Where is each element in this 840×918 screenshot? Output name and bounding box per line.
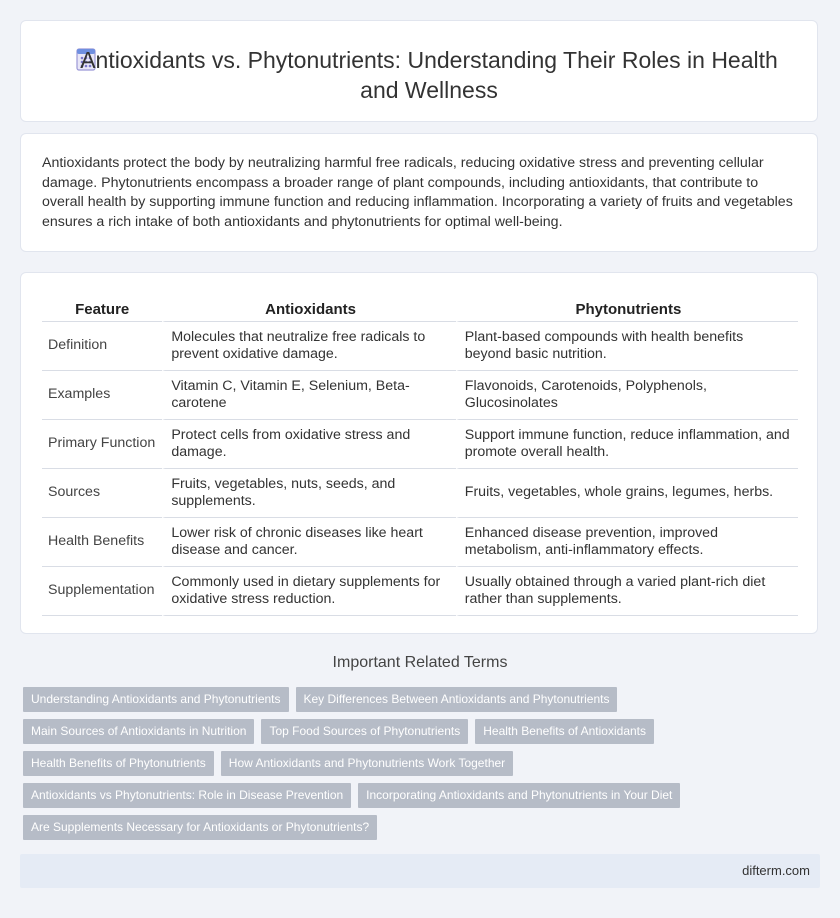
page-title: Antioxidants vs. Phytonutrients: Understanding Their Roles in Health and Wellness xyxy=(80,47,778,103)
row-feature: Health Benefits xyxy=(42,518,162,567)
related-term-link[interactable]: Key Differences Between Antioxidants and Phytonutrients xyxy=(296,687,618,712)
related-term-link[interactable]: Understanding Antioxidants and Phytonutrients xyxy=(23,687,289,712)
row-phytonutrients: Flavonoids, Carotenoids, Polyphenols, Glucosinolates xyxy=(456,371,798,420)
related-term-link[interactable]: How Antioxidants and Phytonutrients Work Together xyxy=(221,751,513,776)
row-feature: Definition xyxy=(42,322,162,371)
comparison-table-card xyxy=(20,272,818,634)
related-term-link[interactable]: Health Benefits of Phytonutrients xyxy=(23,751,214,776)
row-phytonutrients: Support immune function, reduce inflammation, and promote overall health. xyxy=(456,420,798,469)
related-term-link[interactable]: Main Sources of Antioxidants in Nutrition xyxy=(23,719,254,744)
header-feature: Feature xyxy=(42,295,162,322)
row-antioxidants: Fruits, vegetables, nuts, seeds, and supplements. xyxy=(162,469,455,518)
related-terms-list xyxy=(23,687,723,847)
header-phytonutrients: Phytonutrients xyxy=(456,295,798,322)
intro-paragraph: Antioxidants protect the body by neutralizing harmful free radicals, reducing oxidative stress and preventing cellular damage. Phytonutrients encompass a broader range of plant compounds, including antioxidants, that contribute to overall health by supporting immune function and reducing inflammation. Incorporating a variety of fruits and vegetables ensures a rich intake of both antioxidants and phytonutrients for optimal well-being. xyxy=(42,155,793,230)
row-antioxidants: Vitamin C, Vitamin E, Selenium, Beta-carotene xyxy=(162,371,455,420)
table-row xyxy=(42,567,798,616)
comparison-table xyxy=(42,295,798,616)
row-antioxidants: Lower risk of chronic diseases like heart disease and cancer. xyxy=(162,518,455,567)
row-feature: Examples xyxy=(42,371,162,420)
row-phytonutrients: Fruits, vegetables, whole grains, legumes, herbs. xyxy=(456,469,798,518)
footer-site-link[interactable]: difterm.com xyxy=(742,863,810,878)
intro-card xyxy=(20,133,818,252)
related-term-link[interactable]: Top Food Sources of Phytonutrients xyxy=(261,719,468,744)
related-terms-heading: Important Related Terms xyxy=(332,654,508,671)
related-term-link[interactable]: Are Supplements Necessary for Antioxidants or Phytonutrients? xyxy=(23,815,377,840)
row-feature: Supplementation xyxy=(42,567,162,616)
row-feature: Primary Function xyxy=(42,420,162,469)
row-antioxidants: Commonly used in dietary supplements for oxidative stress reduction. xyxy=(162,567,455,616)
table-header-row xyxy=(42,295,798,322)
table-row xyxy=(42,518,798,567)
row-phytonutrients: Plant-based compounds with health benefits beyond basic nutrition. xyxy=(456,322,798,371)
table-row xyxy=(42,371,798,420)
related-term-link[interactable]: Incorporating Antioxidants and Phytonutrients in Your Diet xyxy=(358,783,680,808)
header-card xyxy=(20,20,818,122)
table-row xyxy=(42,420,798,469)
row-feature: Sources xyxy=(42,469,162,518)
related-term-link[interactable]: Health Benefits of Antioxidants xyxy=(475,719,654,744)
row-antioxidants: Molecules that neutralize free radicals to prevent oxidative damage. xyxy=(162,322,455,371)
header-antioxidants: Antioxidants xyxy=(162,295,455,322)
table-row xyxy=(42,322,798,371)
row-antioxidants: Protect cells from oxidative stress and damage. xyxy=(162,420,455,469)
table-row xyxy=(42,469,798,518)
row-phytonutrients: Usually obtained through a varied plant-rich diet rather than supplements. xyxy=(456,567,798,616)
row-phytonutrients: Enhanced disease prevention, improved metabolism, anti-inflammatory effects. xyxy=(456,518,798,567)
footer-bar xyxy=(20,854,820,888)
related-term-link[interactable]: Antioxidants vs Phytonutrients: Role in Disease Prevention xyxy=(23,783,351,808)
